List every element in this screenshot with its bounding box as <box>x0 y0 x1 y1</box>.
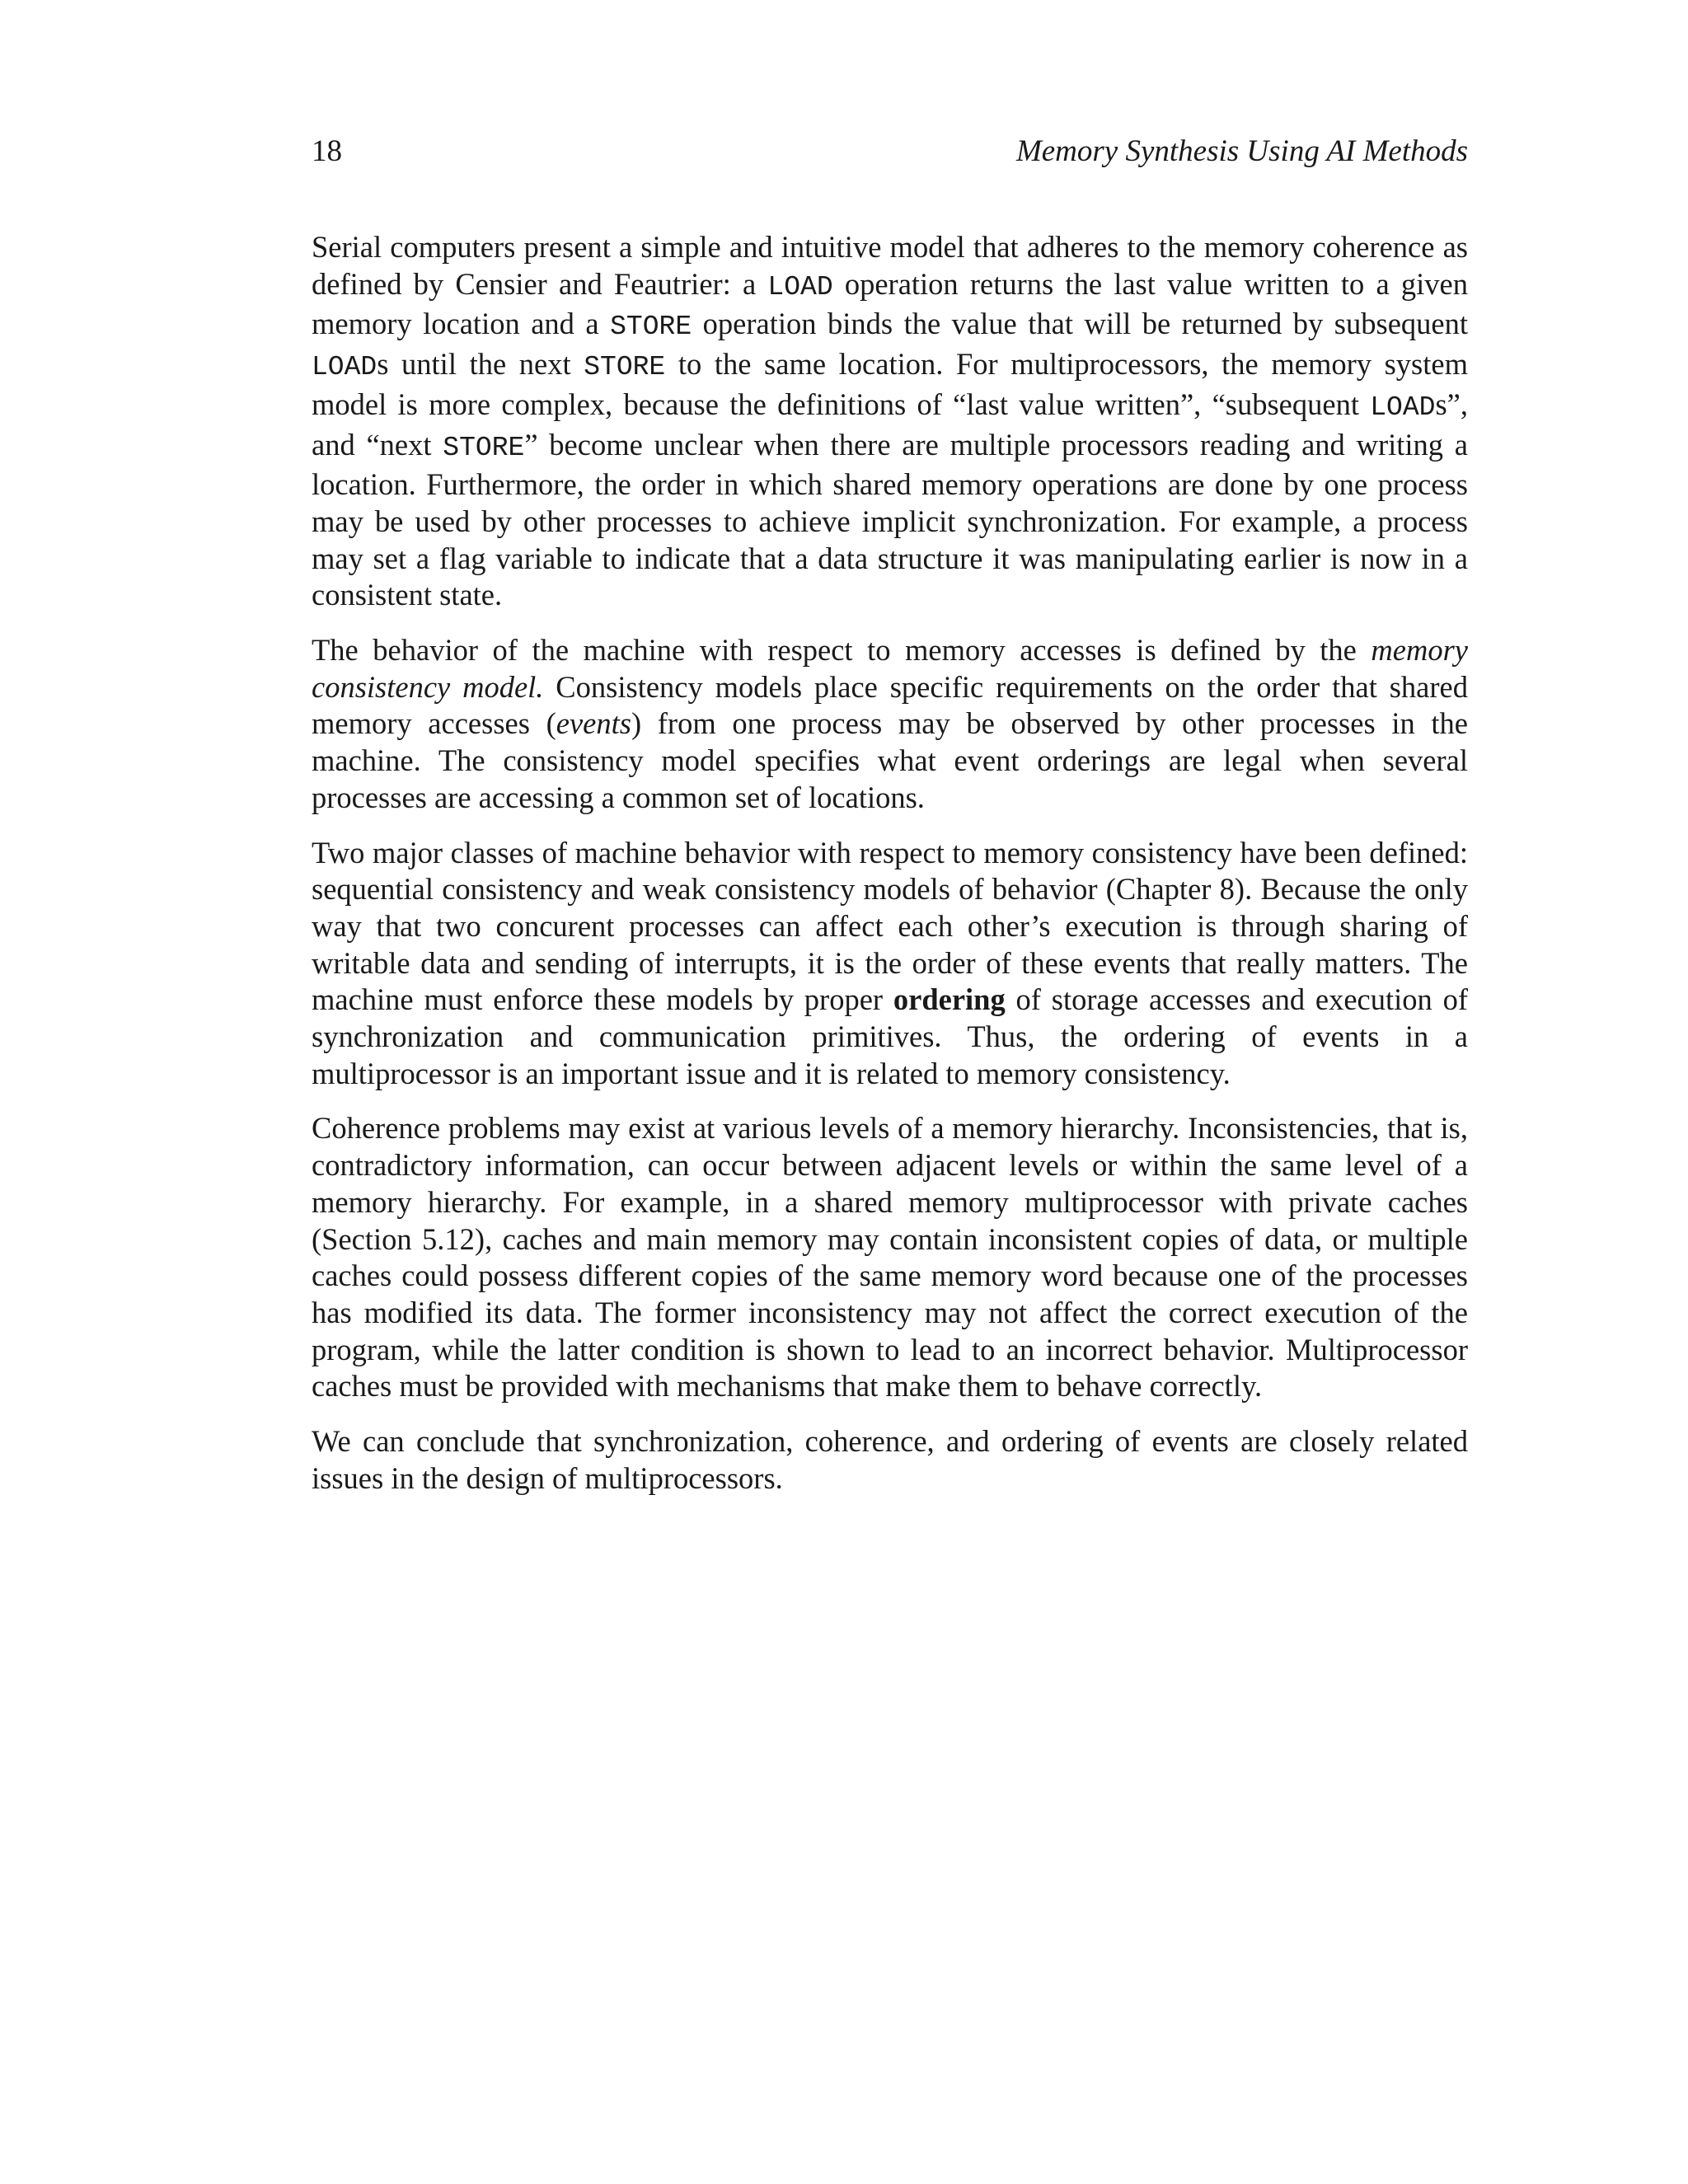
code-load: LOAD <box>1370 391 1436 423</box>
emphasis-term: events <box>556 706 631 741</box>
text-run: Two major classes of machine behavior with respect to memory consistency have been defined: sequential consistency and weak consistency models of behavior (Chapter 8). Because the only way that two concurent processes can affect each other’s execution is through sharing of writable data and sending of interrupts, it is the order of these events that really matters. The machine must enforce these models by proper <box>312 835 1468 1017</box>
text-run: ) from one process may be observed by other processes in the machine. The consistency model specifies what event orderings are legal when several processes are accessing a common set of locations. <box>312 706 1468 814</box>
running-head <box>312 129 1468 175</box>
text-run: s”, and “next <box>312 387 1468 462</box>
code-store: STORE <box>443 432 525 463</box>
text-run: Serial computers present a simple and intuitive model that adheres to the memory coherence as defined by Censier and Feautrier: a <box>312 230 1468 301</box>
text-run: of storage accesses and execution of synchronization and communication primitives. Thus, the ordering of events in a multiprocessor is an important issue and it is related to memory consistency. <box>312 982 1468 1090</box>
text-run: to the same location. For multiprocessors, the memory system model is more complex, because the definitions of “last value written”, “subsequent <box>312 347 1468 421</box>
code-store: STORE <box>584 352 666 383</box>
text-run: The behavior of the machine with respect to memory accesses is defined by the <box>312 633 1372 668</box>
emphasis-term: memory consistency model. <box>312 633 1468 704</box>
paragraph-2 <box>312 632 1468 817</box>
code-store: STORE <box>610 312 692 343</box>
bold-term: ordering <box>893 982 1006 1017</box>
paragraph-1 <box>312 229 1468 614</box>
body-text <box>312 229 1468 1516</box>
text-run: Coherence problems may exist at various levels of a memory hierarchy. Inconsistencies, that is, contradictory information, can occur between adjacent levels or within the same level of a memory hierarchy. For example, in a shared memory multiprocessor with private caches (Section 5.12), caches and main memory may contain inconsistent copies of data, or multiple caches could possess different copies of the same memory word because one of the processes has modified its data. The former inconsistency may not affect the correct execution of the program, while the latter condition is shown to lead to an incorrect behavior. Multiprocessor caches must be provided with mechanisms that make them to behave correctly. <box>312 1111 1468 1404</box>
text-run: s until the next <box>377 347 584 382</box>
text-run: We can conclude that synchronization, coherence, and ordering of events are closely related issues in the design of multiprocessors. <box>312 1424 1468 1495</box>
running-title: Memory Synthesis Using AI Methods <box>1015 134 1468 168</box>
text-run: ” become unclear when there are multiple processors reading and writing a location. Furthermore, the order in which shared memory operations are done by one process may be used by other processes to achieve implicit synchronization. For example, a process may set a flag variable to indicate that a data structure it was manipulating earlier is now in a consistent state. <box>312 427 1468 612</box>
paragraph-5 <box>312 1423 1468 1497</box>
page-number: 18 <box>312 134 342 168</box>
text-run: operation binds the value that will be returned by subsequent <box>692 307 1468 341</box>
paragraph-4 <box>312 1110 1468 1405</box>
code-load: LOAD <box>312 352 377 383</box>
text-run: Consistency models place specific requirements on the order that shared memory accesses ( <box>312 669 1468 741</box>
text-run: operation returns the last value written to a given memory location and a <box>312 266 1468 341</box>
code-load: LOAD <box>767 271 833 302</box>
paragraph-3 <box>312 835 1468 1093</box>
